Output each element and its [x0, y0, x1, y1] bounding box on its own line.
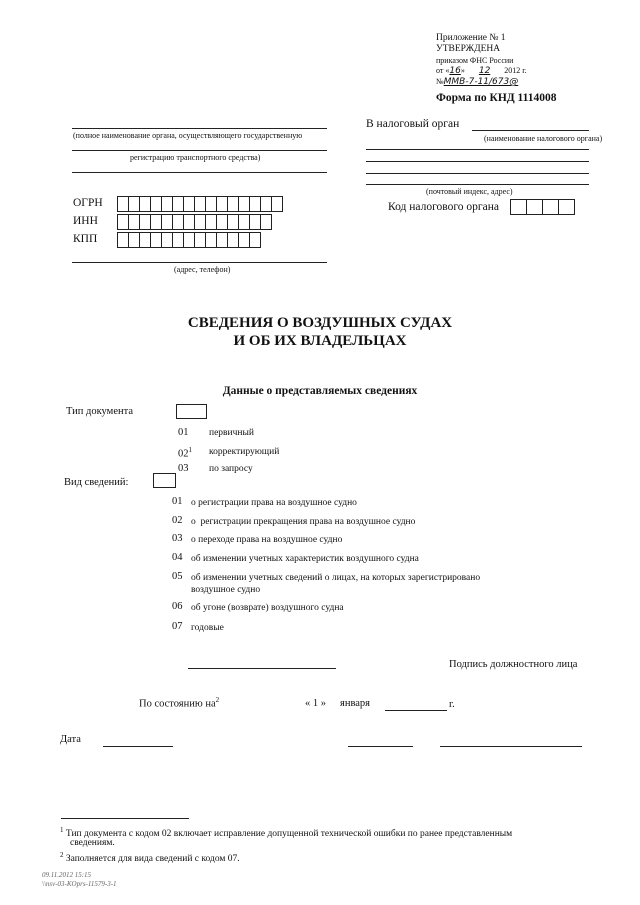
- option-code: 04: [172, 552, 183, 563]
- approved-label: УТВЕРЖДЕНА: [436, 44, 501, 54]
- title-line-1: СВЕДЕНИЯ О ВОЗДУШНЫХ СУДАХ: [187, 315, 453, 331]
- inn-cells[interactable]: [118, 214, 272, 230]
- option-text-continued: воздушное судно: [191, 585, 261, 595]
- section-title: Данные о представляемых сведениях: [222, 385, 418, 397]
- postal-line-3: [366, 184, 589, 185]
- as-of-year-line[interactable]: [385, 710, 447, 711]
- print-stamp-date: 09.11.2012 15:15: [42, 871, 92, 879]
- tax-org-line-2: [366, 149, 589, 150]
- org-name-line: [72, 128, 327, 129]
- kpp-label: КПП: [73, 233, 98, 245]
- signature-label: Подпись должностного лица: [449, 659, 578, 670]
- info-type-input[interactable]: [153, 473, 176, 488]
- title-line-2: И ОБ ИХ ВЛАДЕЛЬЦАХ: [233, 333, 407, 349]
- option-text: о переходе права на воздушное судно: [191, 535, 343, 545]
- option-code: 03: [172, 533, 183, 544]
- tax-org-label: В налоговый орган: [366, 118, 460, 130]
- postal-line-2: [366, 173, 589, 174]
- option-text: об угоне (возврате) воздушного судна: [191, 603, 344, 613]
- postal-caption: (почтовый индекс, адрес): [426, 187, 513, 196]
- ogrn-cells[interactable]: [118, 196, 283, 212]
- org-name-line-3: [72, 172, 327, 173]
- option-code: $02^1$: [178, 446, 192, 460]
- order-number: №ММВ-7-11/673@: [436, 77, 519, 87]
- date-line-3[interactable]: [440, 746, 582, 747]
- doc-type-input[interactable]: [176, 404, 207, 419]
- as-of-year-suffix: г.: [449, 699, 455, 710]
- as-of-month: января: [340, 698, 371, 709]
- tax-org-caption: (наименование налогового органа): [484, 134, 603, 143]
- inn-label: ИНН: [73, 215, 98, 227]
- option-code: 02: [172, 515, 183, 526]
- order-issuer: приказом ФНС России: [436, 56, 514, 65]
- option-text: об изменении учетных характеристик воздушного судна: [191, 554, 419, 564]
- option-code: 01: [172, 496, 183, 507]
- as-of-label: По состоянию $на^2$: [139, 696, 220, 710]
- option-code: 05: [172, 571, 183, 582]
- info-type-label: Вид сведений:: [64, 477, 129, 488]
- option-text: по запросу: [209, 464, 253, 474]
- footnote-2: $^2$ Заполняется для вида сведений с кодом 07.: [60, 851, 240, 865]
- option-code: 07: [172, 621, 183, 632]
- footnote-1: $^1$ Тип документа с кодом 02 включает исправление допущенной технической ошибки по ранее представленным: [60, 826, 513, 840]
- option-text: о регистрации права на воздушное судно: [191, 498, 357, 508]
- org-name-line-2: [72, 150, 327, 151]
- ogrn-label: ОГРН: [73, 197, 103, 209]
- tax-code-cells[interactable]: [511, 199, 575, 215]
- signature-line[interactable]: [188, 668, 336, 669]
- print-stamp: [42, 871, 117, 889]
- org-name-caption-2: регистрацию транспортного средства): [130, 153, 261, 162]
- tax-code-label: Код налогового органа: [388, 201, 500, 213]
- org-name-caption-1: (полное наименование органа, осуществляющего государственную: [73, 131, 303, 140]
- kpp-cells[interactable]: [118, 232, 261, 248]
- option-code: 03: [178, 463, 189, 474]
- option-text: о регистрации прекращения права на воздушное судно: [191, 517, 416, 527]
- option-code: 01: [178, 427, 189, 438]
- date-label: Дата: [60, 734, 81, 745]
- option-text: корректирующий: [209, 447, 280, 457]
- date-line-2[interactable]: [348, 746, 413, 747]
- order-date: от «16» 12 2012 г.: [436, 66, 527, 76]
- footnote-separator: [61, 818, 189, 819]
- address-caption: (адрес, телефон): [174, 265, 231, 274]
- footnote-1-continued: сведениям.: [70, 838, 115, 848]
- document-title: [150, 314, 490, 350]
- option-text: первичный: [209, 428, 254, 438]
- date-line[interactable]: [103, 746, 173, 747]
- print-stamp-path: \\nsv-03-KOprs-11579-3-1: [42, 880, 117, 888]
- as-of-day: « 1 »: [305, 698, 326, 709]
- option-text: об изменении учетных сведений о лицах, на которых зарегистрировано: [191, 573, 481, 583]
- option-text: годовые: [191, 623, 224, 633]
- option-code: 06: [172, 601, 183, 612]
- tax-org-line: [472, 130, 589, 131]
- postal-line-1: [366, 161, 589, 162]
- doc-type-label: Тип документа: [66, 406, 133, 417]
- address-line: [72, 262, 327, 263]
- form-code: Форма по КНД 1114008: [436, 92, 557, 104]
- appendix-label: Приложение № 1: [436, 33, 506, 43]
